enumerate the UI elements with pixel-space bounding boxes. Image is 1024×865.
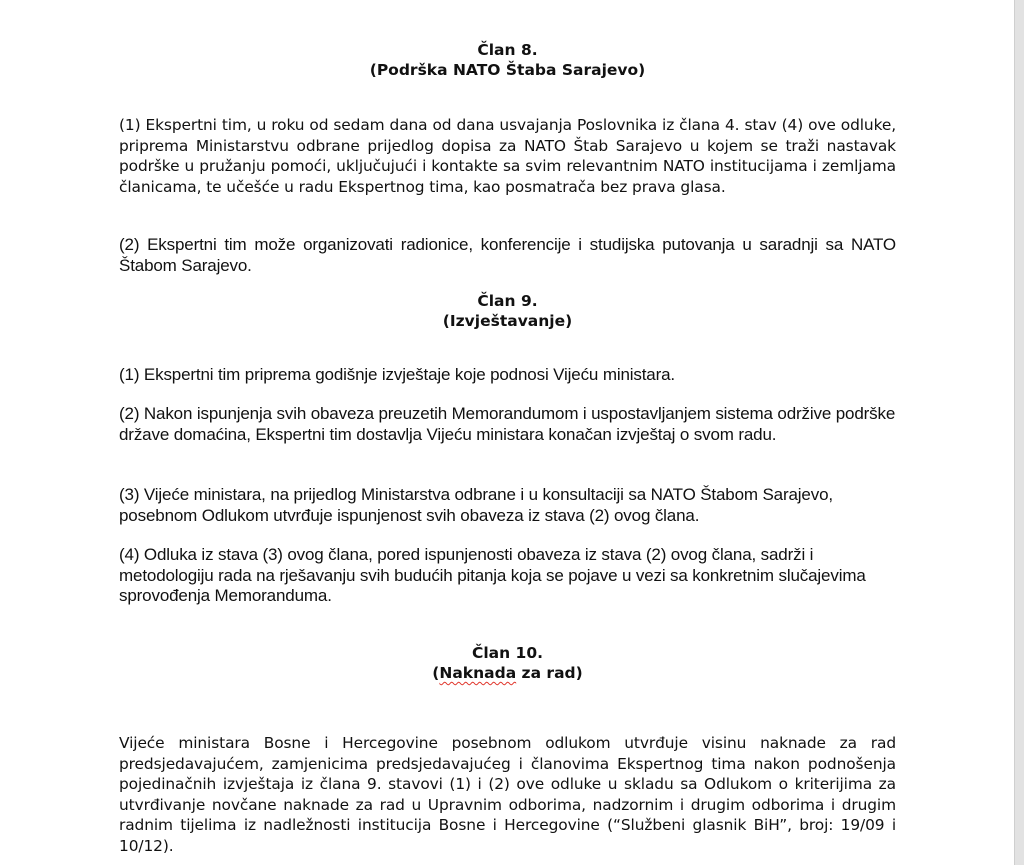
article-9-heading: [119, 291, 896, 331]
article-8-subtitle: (Podrška NATO Štaba Sarajevo): [369, 61, 646, 79]
article-8-paragraph-1: (1) Ekspertni tim, u roku od sedam dana od dana usvajanja Poslovnika iz člana 4. stav (4) ove odluke, priprema Ministarstvu odbrane prijedlog dopisa za NATO Štab Sarajevo u kojem se traži nastavak podrške u pružanju pomoći, uključujući i kontakte sa svim relevantnim NATO institucijama i zemljama članicama, te učešće u radu Ekspertnog tima, kao posmatrača bez prava glasa.: [119, 116, 896, 196]
article-8-title: Član 8.: [477, 41, 538, 59]
article-10-paragraph-1: Vijeće ministara Bosne i Hercegovine posebnom odlukom utvrđuje visinu naknade za rad predsjedavajućem, zamjenicima predsjedavajućeg i članovima Ekspertnog tima nakon podnošenja pojedinačnih izvještaja iz člana 9. stavovi (1) i (2) ove odluke u skladu sa Odlukom o kriterijima za utvrđivanje novčane naknade za rad u Upravnim odborima, nadzornim i drugim odborima i drugim radnim tijelima iz nadležnosti institucija Bosne i Hercegovine (“Službeni glasnik BiH”, broj: 19/09 i 10/12).: [119, 734, 896, 855]
article-9-paragraph-3: (3) Vijeće ministara, na prijedlog Ministarstva odbrane i u konsultaciji sa NATO Štabom Sarajevo, posebnom Odlukom utvrđuje ispunjenost svih obaveza iz stava (2) ovog člana.: [119, 485, 833, 525]
spellcheck-flagged-word[interactable]: Naknada: [439, 664, 517, 682]
article-9-subtitle: (Izvještavanje): [442, 312, 573, 330]
article-8-heading: [119, 40, 896, 80]
article-9-paragraph-2: (2) Nakon ispunjenja svih obaveza preuzetih Memorandumom i uspostavljanjem sistema održive podrške države domaćina, Ekspertni tim dostavlja Vijeću ministara konačan izvještaj o svom radu.: [119, 404, 896, 444]
page-side-gutter: [1015, 0, 1024, 865]
article-9-title: Član 9.: [477, 292, 538, 310]
article-10-subtitle: (Naknada za rad): [432, 664, 583, 682]
article-10-title: Član 10.: [471, 644, 544, 662]
article-10-heading: [119, 643, 896, 683]
article-9-paragraph-1: (1) Ekspertni tim priprema godišnje izvještaje koje podnosi Vijeću ministara.: [119, 365, 675, 384]
article-8-paragraph-2: (2) Ekspertni tim može organizovati radionice, konferencije i studijska putovanja u saradnji sa NATO Štabom Sarajevo.: [119, 235, 896, 275]
article-9-paragraph-4: (4) Odluka iz stava (3) ovog člana, pored ispunjenosti obaveza iz stava (2) ovog člana, sadrži i metodologiju rada na rješavanju svih budućih pitanja koja se pojave u vezi sa konkretnim slučajevima sprovođenja Memoranduma.: [119, 545, 866, 605]
